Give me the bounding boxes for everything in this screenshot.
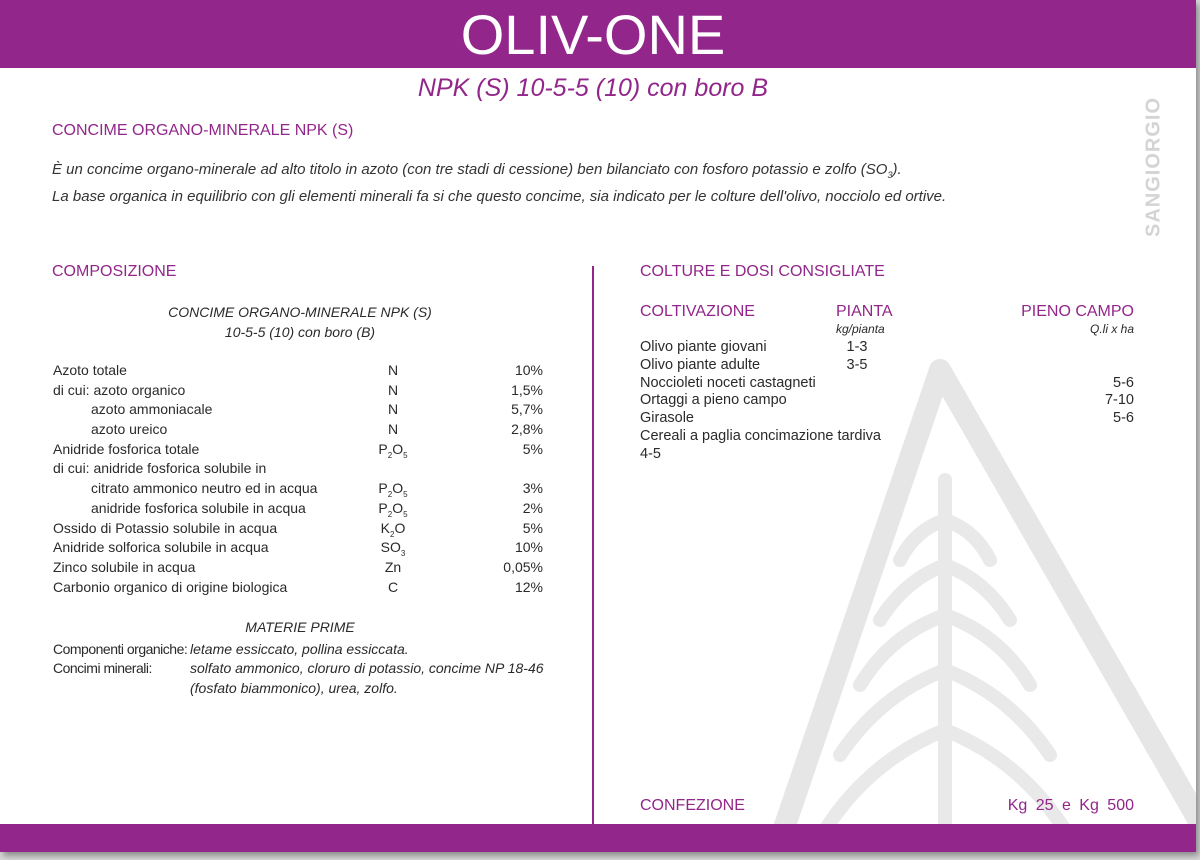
composition-value: 10% bbox=[514, 362, 543, 378]
unit-pianta: kg/pianta bbox=[836, 322, 885, 336]
crop-name: Olivo piante adulte bbox=[640, 356, 761, 373]
composition-label: Zinco solubile in acqua bbox=[53, 558, 196, 575]
composition-symbol: N bbox=[387, 421, 399, 438]
composition-symbol: $K_2O$ bbox=[380, 519, 406, 539]
product-subtitle: NPK (S) 10-5-5 (10) con boro B bbox=[417, 74, 769, 102]
composition-symbol: $P_2O_5$ bbox=[378, 499, 408, 519]
composition-table bbox=[53, 362, 553, 598]
composition-row bbox=[53, 460, 553, 480]
composition-value: 5,7% bbox=[511, 401, 543, 418]
materie-mineral-value-1: solfato ammonico, cloruro di potassio, concime NP 18-46 bbox=[190, 660, 544, 676]
composition-label: azoto ureico bbox=[91, 421, 168, 438]
composition-row bbox=[53, 579, 553, 599]
composition-label: di cui: anidride fosforica solubile in bbox=[53, 460, 267, 477]
materie-mineral-value-2: (fosfato biammonico), urea, zolfo. bbox=[190, 680, 398, 696]
composition-row bbox=[53, 539, 553, 559]
composition-value: 1,5% bbox=[511, 381, 543, 398]
footer-bar bbox=[0, 824, 1196, 852]
materie-organic-label: Componenti organiche: bbox=[53, 641, 188, 657]
crop-dose-pianta: 3-5 bbox=[846, 356, 868, 373]
crop-row bbox=[640, 446, 1134, 464]
crop-dose-campo: 5-6 bbox=[1113, 374, 1134, 391]
colture-heading: COLTURE E DOSI CONSIGLIATE bbox=[640, 263, 885, 280]
composition-value: 12% bbox=[514, 578, 543, 595]
crop-row bbox=[640, 428, 1134, 446]
materie-mineral-label: Concimi minerali: bbox=[53, 660, 152, 676]
composition-symbol: $SO_3$ bbox=[380, 539, 406, 558]
composition-symbol: N bbox=[387, 381, 399, 398]
composition-label: di cui: azoto organico bbox=[53, 381, 186, 398]
composition-row bbox=[53, 500, 553, 520]
composition-row bbox=[53, 441, 553, 461]
crops-table bbox=[640, 339, 1134, 464]
header-bar bbox=[0, 0, 1196, 68]
composition-symbol: $P_2O_5$ bbox=[378, 440, 408, 460]
composition-value: 5% bbox=[522, 519, 543, 536]
composition-label: Anidride solforica solubile in acqua bbox=[53, 539, 269, 556]
composition-row bbox=[53, 559, 553, 579]
composition-label: Azoto totale bbox=[53, 362, 127, 378]
composition-symbol: Zn bbox=[384, 558, 402, 575]
product-name-line-2: 10-5-5 (10) con boro (B) bbox=[224, 324, 376, 340]
composition-symbol: $P_2O_5$ bbox=[378, 480, 408, 499]
composition-row bbox=[53, 421, 553, 441]
col-pianta: PIANTA bbox=[836, 303, 893, 320]
composition-label: azoto ammoniacale bbox=[91, 401, 213, 418]
col-coltivazione: COLTIVAZIONE bbox=[640, 303, 755, 320]
confezione-label: CONFEZIONE bbox=[640, 797, 745, 814]
composition-label: citrato ammonico neutro ed in acqua bbox=[91, 480, 318, 497]
intro-heading: CONCIME ORGANO-MINERALE NPK (S) bbox=[52, 122, 354, 139]
column-divider bbox=[592, 266, 594, 824]
crop-name: Olivo piante giovani bbox=[640, 339, 767, 355]
crop-row bbox=[640, 392, 1134, 410]
crop-name: Noccioleti noceti castagneti bbox=[640, 374, 816, 391]
crop-dose-pianta: 1-3 bbox=[846, 339, 868, 355]
composition-value: 2% bbox=[522, 499, 543, 516]
crop-row bbox=[640, 410, 1134, 428]
intro-line-1: È un concime organo-minerale ad alto titolo in azoto (con tre stadi di cessione) ben bilanciato con fosforo potassio e zolfo $(SO_3)$. bbox=[52, 161, 902, 180]
composition-value: 0,05% bbox=[503, 558, 543, 575]
crop-name: Ortaggi a pieno campo bbox=[640, 392, 787, 409]
composition-label: Anidride fosforica totale bbox=[53, 440, 200, 457]
crop-dose-campo: 7-10 bbox=[1104, 392, 1134, 409]
composition-symbol: N bbox=[387, 401, 399, 418]
composition-label: Carbonio organico di origine biologica bbox=[53, 578, 288, 595]
confezione-value: Kg 25 e Kg 500 bbox=[1007, 797, 1134, 814]
materie-prime-heading: MATERIE PRIME bbox=[245, 619, 355, 635]
col-pieno-campo: PIENO CAMPO bbox=[1021, 303, 1134, 320]
composition-label: Ossido di Potassio solubile in acqua bbox=[53, 519, 278, 536]
composition-row bbox=[53, 520, 553, 540]
crop-name: Girasole bbox=[640, 410, 694, 427]
composition-value: 10% bbox=[514, 539, 543, 556]
crop-row bbox=[640, 357, 1134, 375]
composition-value: 3% bbox=[522, 480, 543, 497]
intro-line-2: La base organica in equilibrio con gli elementi minerali fa si che questo concime, sia indicato per le colture dell'olivo, nocciolo ed ortive. bbox=[52, 188, 947, 205]
crop-name: 4-5 bbox=[640, 445, 661, 462]
composition-row bbox=[53, 480, 553, 500]
brand-logo bbox=[1126, 92, 1182, 242]
composition-row bbox=[53, 382, 553, 402]
intro-text bbox=[52, 159, 1112, 207]
composition-value: 5% bbox=[522, 440, 543, 457]
composition-symbol: N bbox=[387, 362, 399, 378]
composition-label: anidride fosforica solubile in acqua bbox=[91, 499, 306, 516]
materie-organic-value: letame essiccato, pollina essiccata. bbox=[190, 641, 409, 657]
composizione-heading: COMPOSIZIONE bbox=[52, 263, 177, 280]
composition-row bbox=[53, 362, 553, 382]
unit-pieno-campo: Q.li x ha bbox=[1089, 322, 1134, 336]
product-name-line-1: CONCIME ORGANO-MINERALE NPK (S) bbox=[168, 304, 432, 320]
crop-row bbox=[640, 339, 1134, 357]
product-title: OLIV-ONE bbox=[460, 3, 726, 66]
composition-symbol: C bbox=[387, 578, 399, 595]
crop-row bbox=[640, 375, 1134, 393]
composition-value: 2,8% bbox=[511, 421, 543, 438]
crop-name: Cereali a paglia concimazione tardiva bbox=[640, 427, 881, 444]
crop-dose-campo: 5-6 bbox=[1113, 410, 1134, 427]
composition-row bbox=[53, 401, 553, 421]
brand-logo-text: SANGIORGIO bbox=[1142, 96, 1165, 238]
